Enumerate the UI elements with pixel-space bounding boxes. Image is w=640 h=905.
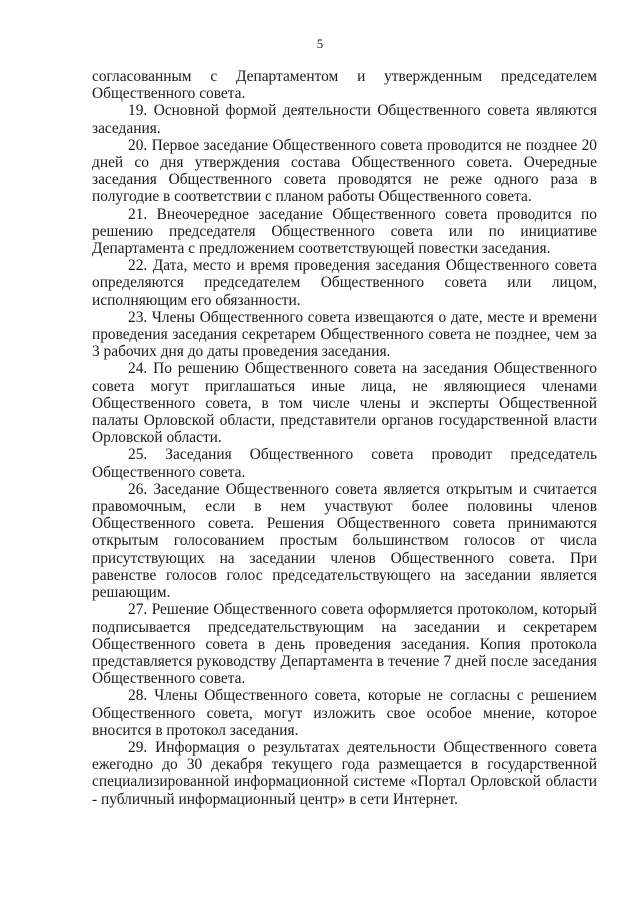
paragraph-23: 23. Члены Общественного совета извещаются о дате, месте и времени проведения заседания секретарем Общественного совета не позднее, чем за 3 рабочих дня до даты проведения заседания. [92, 308, 597, 361]
paragraph-20: 20. Первое заседание Общественного совета проводится не позднее 20 дней со дня утверждения состава Общественного совета. Очередные заседания Общественного совета проводятся не реже одного раза в полугодие в соответствии с планом работы Общественного совета. [92, 136, 597, 206]
paragraph-25: 25. Заседания Общественного совета проводит председатель Общественного совета. [92, 446, 597, 481]
paragraph-22: 22. Дата, место и время проведения заседания Общественного совета определяются председателем Общественного совета или лицом, исполняющим его обязанности. [92, 257, 597, 309]
paragraph-continuation: согласованным с Департаментом и утвержденным председателем Общественного совета. [92, 68, 597, 103]
paragraph-19: 19. Основной формой деятельности Общественного совета являются заседания. [92, 102, 597, 137]
paragraph-26: 26. Заседание Общественного совета является открытым и считается правомочным, если в нем участвуют более половины членов Общественного совета. Решения Общественного совета принимаются открытым голосованием простым большинством голосов от числа присутствующих на заседании членов Общественного совета. При равенстве голосов голос председательствующего на заседании является решающим. [92, 480, 597, 602]
page-number: 5 [316, 36, 324, 51]
paragraph-28: 28. Члены Общественного совета, которые не согласны с решением Общественного совета, могут изложить свое особое мнение, которое вносится в протокол заседания. [92, 687, 597, 739]
paragraph-21: 21. Внеочередное заседание Общественного совета проводится по решению председателя Общественного совета или по инициативе Департамента с предложением соответствующей повестки заседания. [92, 205, 597, 258]
paragraph-29: 29. Информация о результатах деятельности Общественного совета ежегодно до 30 декабря текущего года размещается в государственной специализированной информационной системе «Портал Орловской области - публичный информационный центр» в сети Интернет. [92, 738, 597, 808]
document-body [92, 68, 597, 808]
paragraph-27: 27. Решение Общественного совета оформляется протоколом, который подписывается председательствующим на заседании и секретарем Общественного совета в день проведения заседания. Копия протокола представляется руководству Департамента в течение 7 дней после заседания Общественного совета. [92, 601, 597, 688]
paragraph-24: 24. По решению Общественного совета на заседания Общественного совета могут приглашаться иные лица, не являющиеся членами Общественного совета, в том числе члены и эксперты Общественной палаты Орловской области, представители органов государственной власти Орловской области. [92, 360, 597, 447]
